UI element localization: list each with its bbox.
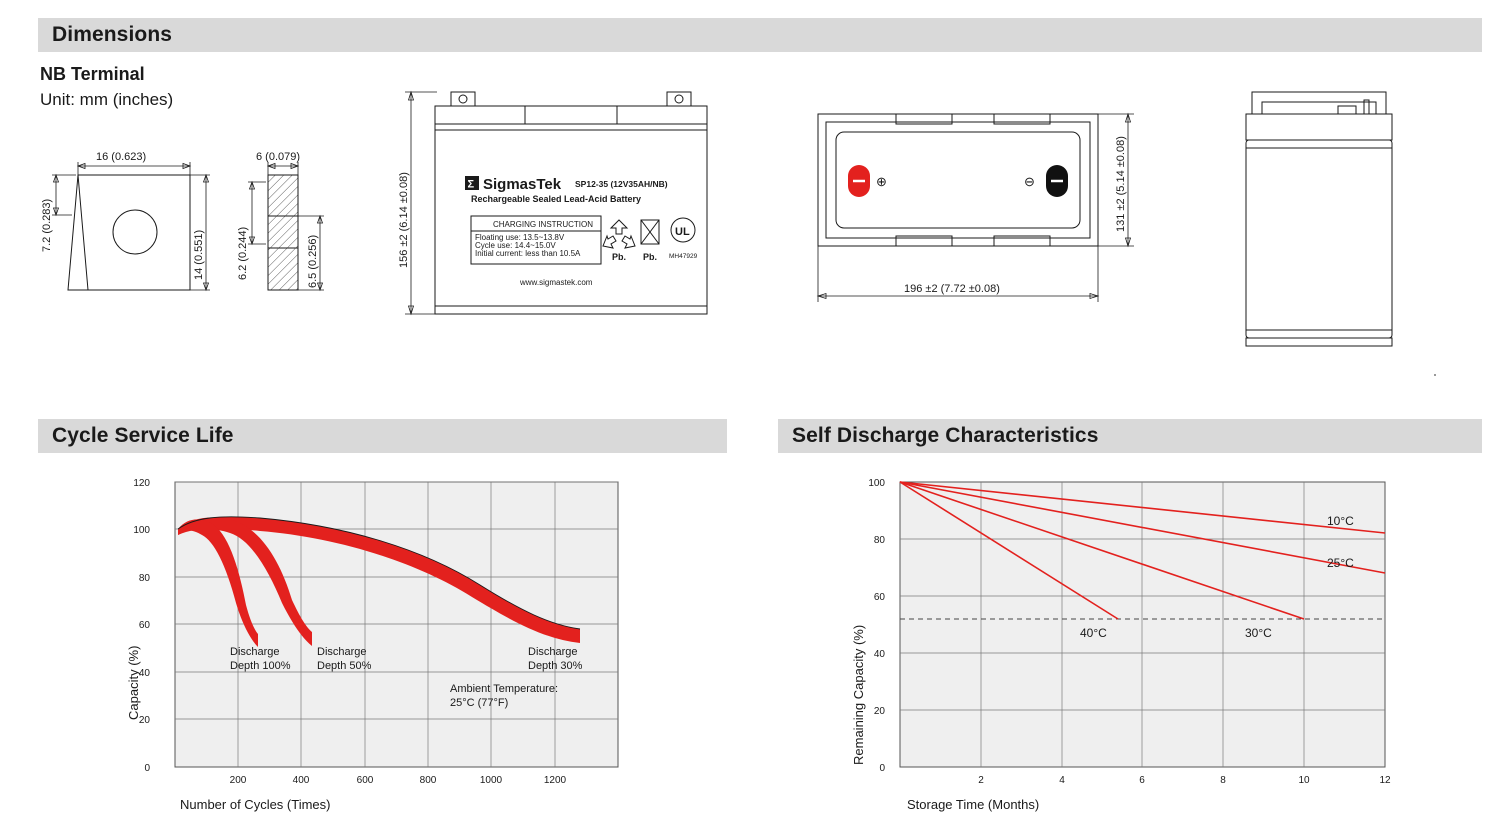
cycle-ytick-120: 120 xyxy=(133,478,150,489)
cycle-ytick-0: 0 xyxy=(144,763,150,774)
section-header-self-discharge xyxy=(778,419,1482,453)
cycle-annotation-dod50-line1: Discharge xyxy=(317,646,367,658)
label-charging-line-2: Cycle use: 14.4~15.0V xyxy=(475,241,556,250)
terminal-positive-mark: ⊕ xyxy=(876,174,887,189)
stray-dot xyxy=(1434,374,1436,376)
section-header-dimensions xyxy=(38,18,1482,52)
cycle-xtick-1000: 1000 xyxy=(479,775,503,786)
cycle-ytick-40: 40 xyxy=(138,668,150,679)
self-ylabel: Remaining Capacity (%) xyxy=(851,624,866,765)
cycle-annotation-dod100-line1: Discharge xyxy=(230,646,280,658)
label-charging-line-3: Initial current: less than 10.5A xyxy=(475,249,581,258)
battery-label xyxy=(465,176,698,287)
self-xlabel: Storage Time (Months) xyxy=(907,797,1040,812)
cycle-ytick-100: 100 xyxy=(133,525,150,536)
label-model: SP12-35 (12V35AH/NB) xyxy=(575,179,668,189)
cycle-annotation-dod30-line1: Discharge xyxy=(528,646,578,658)
self-xtick-4: 4 xyxy=(1059,775,1065,786)
self-ytick-80: 80 xyxy=(873,535,885,546)
cycle-annotation-ambient-line2: 25°C (77°F) xyxy=(450,697,509,709)
cycle-xtick-200: 200 xyxy=(229,775,247,786)
label-ul-file: MH47929 xyxy=(669,253,698,260)
section-title-self-discharge: Self Discharge Characteristics xyxy=(792,424,1099,447)
self-label-10c: 10°C xyxy=(1327,514,1354,528)
no-dispose-icon xyxy=(641,220,659,262)
battery-top-view xyxy=(808,100,1168,330)
section-title-dimensions: Dimensions xyxy=(52,23,173,46)
recycle-icon xyxy=(603,220,635,262)
terminal-negative-mark: ⊖ xyxy=(1024,174,1035,189)
terminal-detail-drawing xyxy=(30,140,360,330)
dim-terminal-width: 16 (0.623) xyxy=(96,151,147,163)
self-xtick-10: 10 xyxy=(1298,775,1310,786)
dim-battery-height: 156 ±2 (6.14 ±0.08) xyxy=(398,172,410,268)
cycle-ytick-60: 60 xyxy=(138,620,150,631)
terminal-type-label: NB Terminal xyxy=(40,64,145,84)
cycle-xlabel: Number of Cycles (Times) xyxy=(180,797,331,812)
chart-self-discharge xyxy=(845,465,1425,815)
cycle-ytick-80: 80 xyxy=(138,573,150,584)
svg-text:UL: UL xyxy=(675,226,690,238)
self-label-30c: 30°C xyxy=(1245,626,1272,640)
self-ytick-60: 60 xyxy=(873,592,885,603)
dim-plate-right: 6.5 (0.256) xyxy=(307,234,319,288)
dim-plate-left: 6.2 (0.244) xyxy=(237,226,249,280)
self-ytick-20: 20 xyxy=(873,706,885,717)
label-website: www.sigmastek.com xyxy=(520,278,593,287)
cycle-ytick-20: 20 xyxy=(138,715,150,726)
self-label-40c: 40°C xyxy=(1080,626,1107,640)
cycle-xtick-600: 600 xyxy=(356,775,374,786)
chart-cycle-service-life xyxy=(120,465,680,815)
self-ytick-100: 100 xyxy=(868,478,885,489)
battery-front-view xyxy=(395,78,745,328)
section-header-cycle-life xyxy=(38,419,727,453)
cycle-xtick-1200: 1200 xyxy=(543,775,567,786)
label-type: Rechargeable Sealed Lead-Acid Battery xyxy=(471,194,642,204)
cycle-xtick-400: 400 xyxy=(292,775,310,786)
label-charging-line-1: Floating use: 13.5~13.8V xyxy=(475,233,565,242)
self-xtick-2: 2 xyxy=(978,775,984,786)
self-label-25c: 25°C xyxy=(1327,556,1354,570)
section-title-cycle-life: Cycle Service Life xyxy=(52,424,234,447)
dim-terminal-right-height: 14 (0.551) xyxy=(193,229,205,280)
dim-plate-top: 6 (0.079) xyxy=(256,151,301,163)
label-nodispose-text: Pb. xyxy=(643,252,658,262)
cycle-annotation-dod30-line2: Depth 30% xyxy=(528,660,583,672)
label-charging-title: CHARGING INSTRUCTION xyxy=(493,220,593,229)
cycle-annotation-dod50-line2: Depth 50% xyxy=(317,660,372,672)
cycle-annotation-dod100-line2: Depth 100% xyxy=(230,660,291,672)
self-ytick-40: 40 xyxy=(873,649,885,660)
cycle-xtick-800: 800 xyxy=(419,775,437,786)
self-xtick-12: 12 xyxy=(1379,775,1391,786)
dim-battery-width: 196 ±2 (7.72 ±0.08) xyxy=(904,283,1000,295)
cycle-annotation-ambient-line1: Ambient Temperature: xyxy=(450,683,559,695)
dim-terminal-left-height: 7.2 (0.283) xyxy=(41,198,53,252)
cycle-ylabel: Capacity (%) xyxy=(126,645,141,720)
self-ytick-0: 0 xyxy=(879,763,885,774)
self-xtick-6: 6 xyxy=(1139,775,1145,786)
ul-mark-icon xyxy=(669,218,698,260)
label-recycle-text: Pb. xyxy=(612,252,627,262)
battery-side-view xyxy=(1230,78,1430,358)
unit-note-label: Unit: mm (inches) xyxy=(40,90,174,109)
dim-battery-depth: 131 ±2 (5.14 ±0.08) xyxy=(1115,136,1127,232)
label-brand: SigmasTek xyxy=(483,176,562,193)
svg-text:Σ: Σ xyxy=(467,178,475,191)
self-xtick-8: 8 xyxy=(1220,775,1226,786)
